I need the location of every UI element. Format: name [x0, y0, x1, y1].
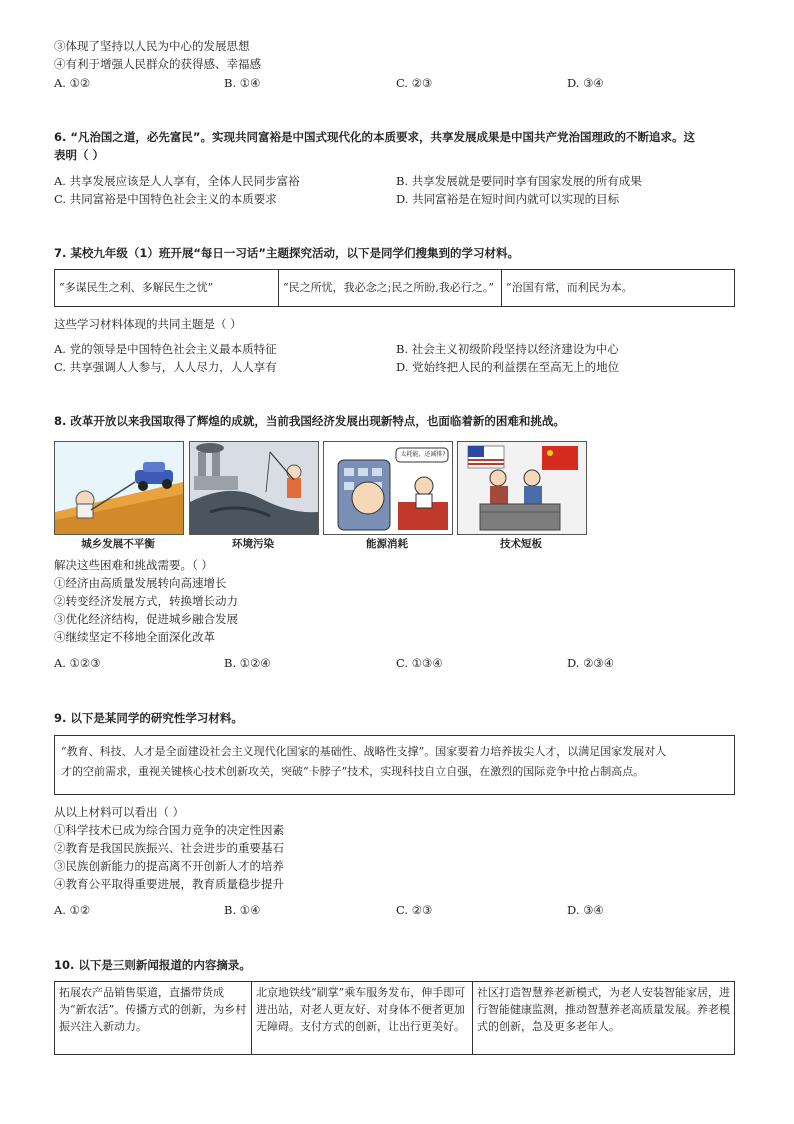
q9-option-b[interactable]: B. ①④: [224, 903, 261, 917]
q8-option-c[interactable]: C. ①③④: [396, 656, 443, 670]
q9-stem: 9. 以下是某同学的研究性学习材料。: [54, 711, 243, 725]
q7-material-2: “民之所忧，我必念之;民之所盼,我必行之。”: [279, 270, 502, 307]
q9-option-d[interactable]: D. ③④: [567, 903, 604, 917]
q9-material-line-2: 才的空前需求，重视关键核心技术创新攻关，突破“卡脖子”技术，实现科技自立自强，在激烈的国际竞争中抢占制高点。: [61, 764, 645, 778]
q6-stem: 6. “凡治国之道，必先富民”。实现共同富裕是中国式现代化的本质要求，共享发展成果是中国共产党治国理政的不断追求。这: [54, 130, 695, 144]
q9-material-box: [54, 735, 735, 795]
q7-option-c[interactable]: C. 共享强调人人参与，人人尽力，人人享有: [54, 360, 277, 374]
q7-question: 这些学习材料体现的共同主题是（ ）: [54, 317, 242, 331]
q8-item-4: ④继续坚定不移地全面深化改革: [54, 630, 215, 644]
q10-stem: 10. 以下是三则新闻报道的内容摘录。: [54, 958, 251, 972]
q8-stem: 8. 改革开放以来我国取得了辉煌的成就，当前我国经济发展出现新特点，也面临着新的困难和挑战。: [54, 414, 565, 428]
urban-rural-illustration: [55, 442, 183, 534]
caption-urban-rural: 城乡发展不平衡: [81, 538, 155, 550]
q8-question: 解决这些困难和挑战需要。（ ）: [54, 558, 213, 572]
caption-pollution: 环境污染: [232, 538, 274, 550]
q9-material-line-1: “教育、科技、人才是全面建设社会主义现代化国家的基础性、战略性支撑”。国家要着力培养拔尖人才，以满足国家发展对人: [61, 745, 667, 758]
q5-option-c[interactable]: C. ②③: [396, 76, 433, 90]
q9-item-3: ③民族创新能力的提高离不开创新人才的培养: [54, 859, 284, 873]
q9-option-a[interactable]: A. ①②: [54, 903, 91, 917]
q9-item-1: ①科学技术已成为综合国力竞争的决定性因素: [54, 823, 284, 837]
technology-illustration: [458, 442, 586, 534]
q10-material-2: 北京地铁线“刷掌”乘车服务发布，伸手即可进出站，对老人更友好、对身体不便者更加无障碍。支付方式的创新，让出行更美好。: [252, 982, 473, 1055]
cartoon-urban-rural: [54, 441, 184, 535]
pollution-illustration: [190, 442, 318, 534]
q7-stem: 7. 某校九年级（1）班开展“每日一习话”主题探究活动，以下是同学们搜集到的学习材料。: [54, 246, 519, 260]
q5-option-b[interactable]: B. ①④: [224, 76, 261, 90]
q8-item-2: ②转变经济发展方式，转换增长动力: [54, 594, 238, 608]
caption-energy: 能源消耗: [366, 538, 408, 550]
q9-item-4: ④教育公平取得重要进展，教育质量稳步提升: [54, 877, 284, 891]
q10-material-1: 拓展农产品销售渠道，直播带货成为“新农活”。传播方式的创新，为乡村振兴注入新动力。: [55, 982, 252, 1055]
q10-material-3: 社区打造智慧养老新模式，为老人安装智能家居，进行智能健康监测，推动智慧养老高质量发展。养老模式的创新，急及更多老年人。: [473, 982, 735, 1055]
q7-option-d[interactable]: D. 党始终把人民的利益摆在至高无上的地位: [396, 360, 620, 374]
q7-material-3: “治国有常，而利民为本。: [502, 270, 735, 307]
q8-item-3: ③优化经济结构，促进城乡融合发展: [54, 612, 238, 626]
q5-item-4: ④有利于增强人民群众的获得感、幸福感: [54, 57, 261, 71]
q9-option-c[interactable]: C. ②③: [396, 903, 433, 917]
q5-item-3: ③体现了坚持以人民为中心的发展思想: [54, 39, 250, 53]
q6-option-d[interactable]: D. 共同富裕是在短时间内就可以实现的目标: [396, 192, 620, 206]
q6-option-c[interactable]: C. 共同富裕是中国特色社会主义的本质要求: [54, 192, 277, 206]
q8-option-a[interactable]: A. ①②③: [54, 656, 101, 670]
q6-option-b[interactable]: B. 共享发展就是要同时享有国家发展的所有成果: [396, 174, 642, 188]
q5-option-d[interactable]: D. ③④: [567, 76, 604, 90]
q7-option-b[interactable]: B. 社会主义初级阶段坚持以经济建设为中心: [396, 342, 619, 356]
q7-material-table: [54, 269, 735, 307]
q8-option-b[interactable]: B. ①②④: [224, 656, 271, 670]
q8-option-d[interactable]: D. ②③④: [567, 656, 615, 670]
q7-option-a[interactable]: A. 党的领导是中国特色社会主义最本质特征: [54, 342, 277, 356]
q9-question: 从以上材料可以看出（ ）: [54, 805, 185, 819]
q10-material-table: [54, 981, 735, 1055]
cartoon-pollution: [189, 441, 319, 535]
cartoon-technology: [457, 441, 587, 535]
q7-material-1: “多谋民生之利、多解民生之忧”: [55, 270, 279, 307]
q6-stem-cont: 表明（ ）: [54, 148, 105, 162]
caption-technology: 技术短板: [500, 538, 542, 550]
cartoon-energy: [323, 441, 453, 535]
q8-item-1: ①经济由高质量发展转向高速增长: [54, 576, 227, 590]
q5-option-a[interactable]: A. ①②: [54, 76, 91, 90]
q6-option-a[interactable]: A. 共享发展应该是人人享有，全体人民同步富裕: [54, 174, 300, 188]
energy-cartoon-speech: 太耗能，还减排?: [400, 451, 446, 458]
q9-item-2: ②教育是我国民族振兴、社会进步的重要基石: [54, 841, 284, 855]
